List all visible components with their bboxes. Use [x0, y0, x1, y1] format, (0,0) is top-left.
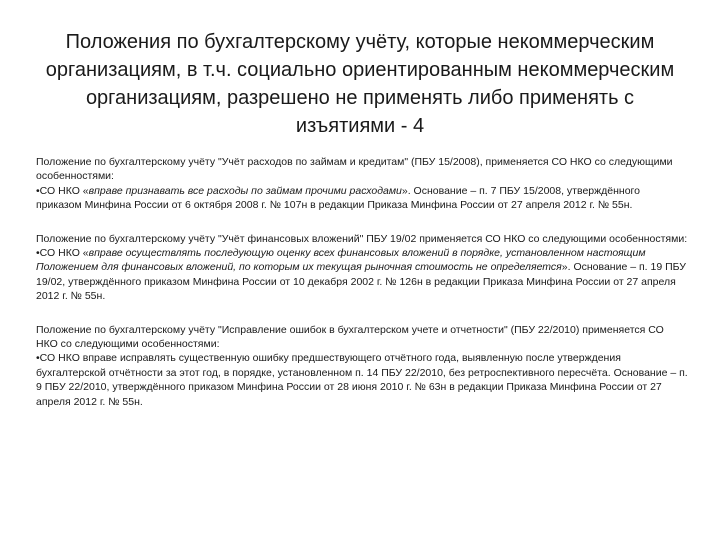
slide-title: Положения по бухгалтерскому учёту, которые некоммерческим организациям, в т.ч. социально ориентированным некоммерческим организациям, разрешено не применять либо применять с изъятиями - 4 — [45, 31, 675, 137]
bullet-quote: вправе признавать все расходы по займам прочими расходами — [88, 184, 402, 197]
block-intro: Положение по бухгалтерскому учёту "Учёт расходов по займам и кредитам" (ПБУ 15/2008), применяется СО НКО со следующими особенностями: — [36, 156, 673, 183]
bullet-basis: ». Основание – п. 7 ПБУ 15/2008, утверждённого приказом Минфина России от 6 октября 2008 г. № 107н в редакции Приказа Минфина России от 27 апреля 2012 г. № 55н. — [36, 184, 640, 212]
bullet-prefix: •СО НКО « — [36, 184, 89, 197]
block-intro: Положение по бухгалтерскому учёту "Исправление ошибок в бухгалтерском учете и отчетности" (ПБУ 22/2010) применяется СО НКО со следующими особенностями: — [36, 323, 664, 351]
pbu-22-block — [36, 323, 688, 409]
bullet-prefix: •СО НКО « — [36, 247, 89, 260]
slide-body — [36, 155, 688, 428]
pbu-19-block — [36, 232, 688, 304]
pbu-15-block — [36, 155, 688, 213]
block-bullet — [36, 351, 688, 409]
bullet-quote: вправе осуществлять последующую оценку всех финансовых вложений в порядке, установленном настоящим Положением для финансовых вложений, по которым их текущая рыночная стоимость не определяется — [36, 247, 646, 274]
bullet-basis: ». Основание – п. 19 ПБУ 19/02, утверждённого приказом Минфина России от 10 декабря 2002 г. № 126н в редакции Приказа Минфина России от 27 апреля 2012 г. № 55н. — [36, 261, 686, 303]
block-bullet — [36, 246, 688, 304]
block-bullet — [36, 184, 688, 213]
block-intro: Положение по бухгалтерскому учёту "Учёт финансовых вложений" ПБУ 19/02 применяется СО НКО со следующими особенностями: — [36, 232, 688, 245]
bullet-text: •СО НКО вправе исправлять существенную ошибку предшествующего отчётного года, выявленную после утверждения бухгалтерской отчётности за этот год, в порядке, установленном п. 14 ПБУ 22/2010, без ретроспективного пересчёта. Основание – п. 9 ПБУ 22/2010, утверждённого приказом Минфина России от 28 июня 2010 г. № 63н в редакции Приказа Минфина России от 27 апреля 2012 г. № 55н. — [36, 352, 688, 408]
